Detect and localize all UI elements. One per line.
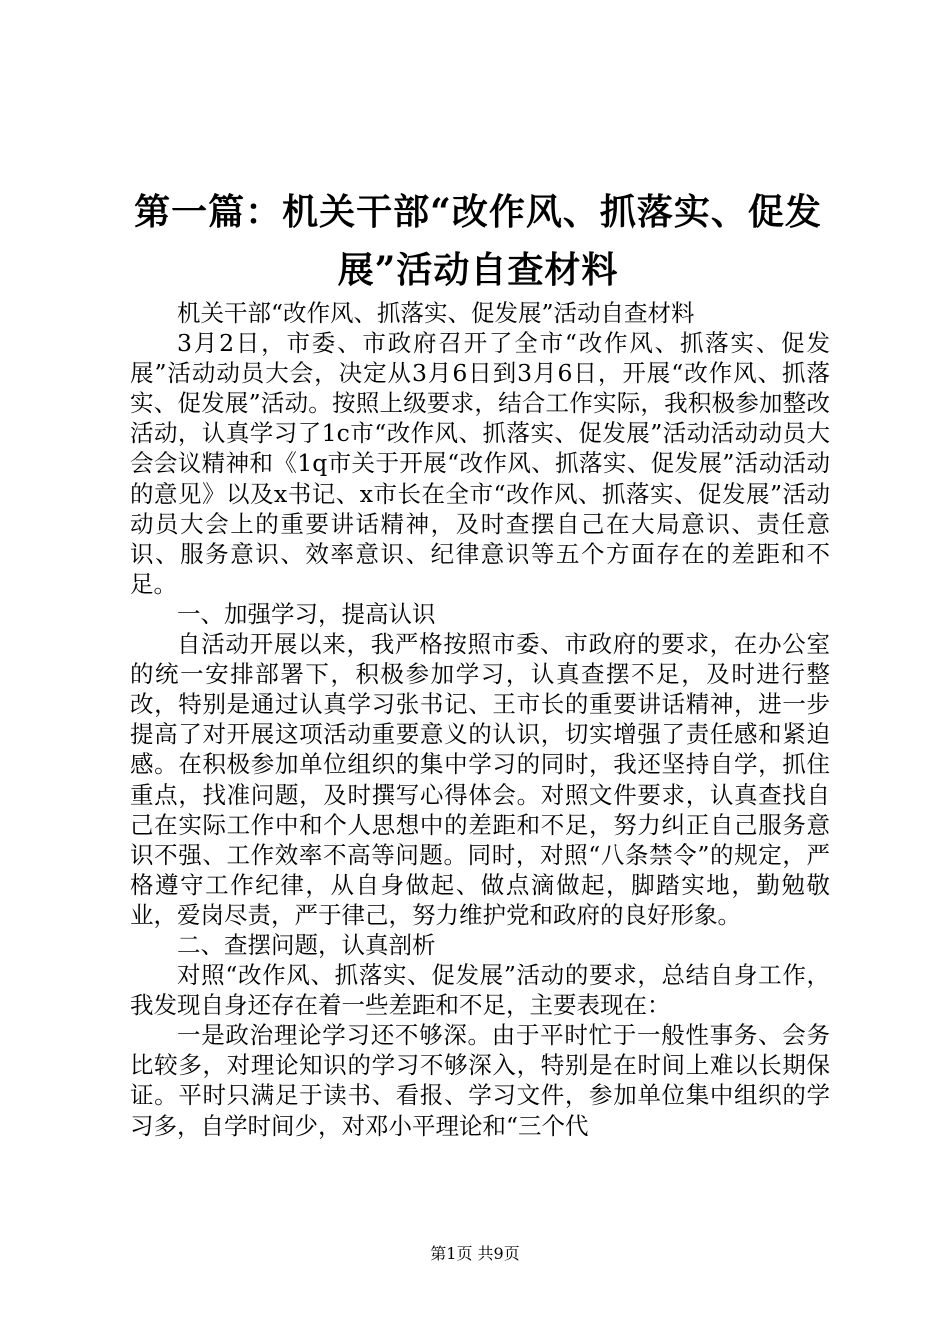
intro-paragraph: 3月2日，市委、市政府召开了全市“改作风、抓落实、促发展”活动动员大会，决定从3月6日到3月6日，开展“改作风、抓落实、促发展”活动。按照上级要求，结合工作实际，我积极参加整改活动，认真学习了1c市“改作风、抓落实、促发展”活动活动动员大会会议精神和《1q市关于开展“改作风、抓落实、促发展”活动活动的意见》以及x书记、x市长在全市“改作风、抓落实、促发展”活动动员大会上的重要讲话精神，及时查摆自己在大局意识、责任意识、服务意识、效率意识、纪律意识等五个方面存在的差距和不足。 <box>130 329 830 598</box>
title-line-1: 第一篇：机关干部“改作风、抓落实、促发 <box>134 191 822 233</box>
body-paragraph: 自活动开展以来，我严格按照市委、市政府的要求，在办公室的统一安排部署下，积极参加学习，认真查摆不足，及时进行整改，特别是通过认真学习张书记、王市长的重要讲话精神，进一步提高了对开展这项活动重要意义的认识，切实增强了责任感和紧迫感。在积极参加单位组织的集中学习的同时，我还坚持自学，抓住重点，找准问题，及时撰写心得体会。对照文件要求，认真查找自己在实际工作中和个人思想中的差距和不足，努力纠正自己服务意识不强、工作效率不高等问题。同时，对照“八条禁令”的规定，严格遵守工作纪律，从自身做起、做点滴做起，脚踏实地，勤勉敬业，爱岗尽责，严于律己，努力维护党和政府的良好形象。 <box>130 630 830 929</box>
document-body <box>130 298 830 1141</box>
subtitle-paragraph: 机关干部“改作风、抓落实、促发展”活动自查材料 <box>177 299 695 327</box>
page-footer: 第1页 共9页 <box>430 1244 520 1263</box>
section-heading-1: 一、加强学习，提高认识 <box>177 599 436 628</box>
document-title <box>128 183 828 299</box>
section-heading-2: 二、查摆问题，认真剖析 <box>177 930 436 959</box>
body-paragraph: 对照“改作风、抓落实、促发展”活动的要求，总结自身工作，我发现自身还存在着一些差距和不足，主要表现在： <box>130 961 830 1020</box>
title-line-2: 展”活动自查材料 <box>337 249 619 291</box>
body-paragraph: 一是政治理论学习还不够深。由于平时忙于一般性事务、会务比较多，对理论知识的学习不够深入，特别是在时间上难以长期保证。平时只满足于读书、看报、学习文件，参加单位集中组织的学习多，自学时间少，对邓小平理论和“三个代 <box>130 1021 830 1140</box>
